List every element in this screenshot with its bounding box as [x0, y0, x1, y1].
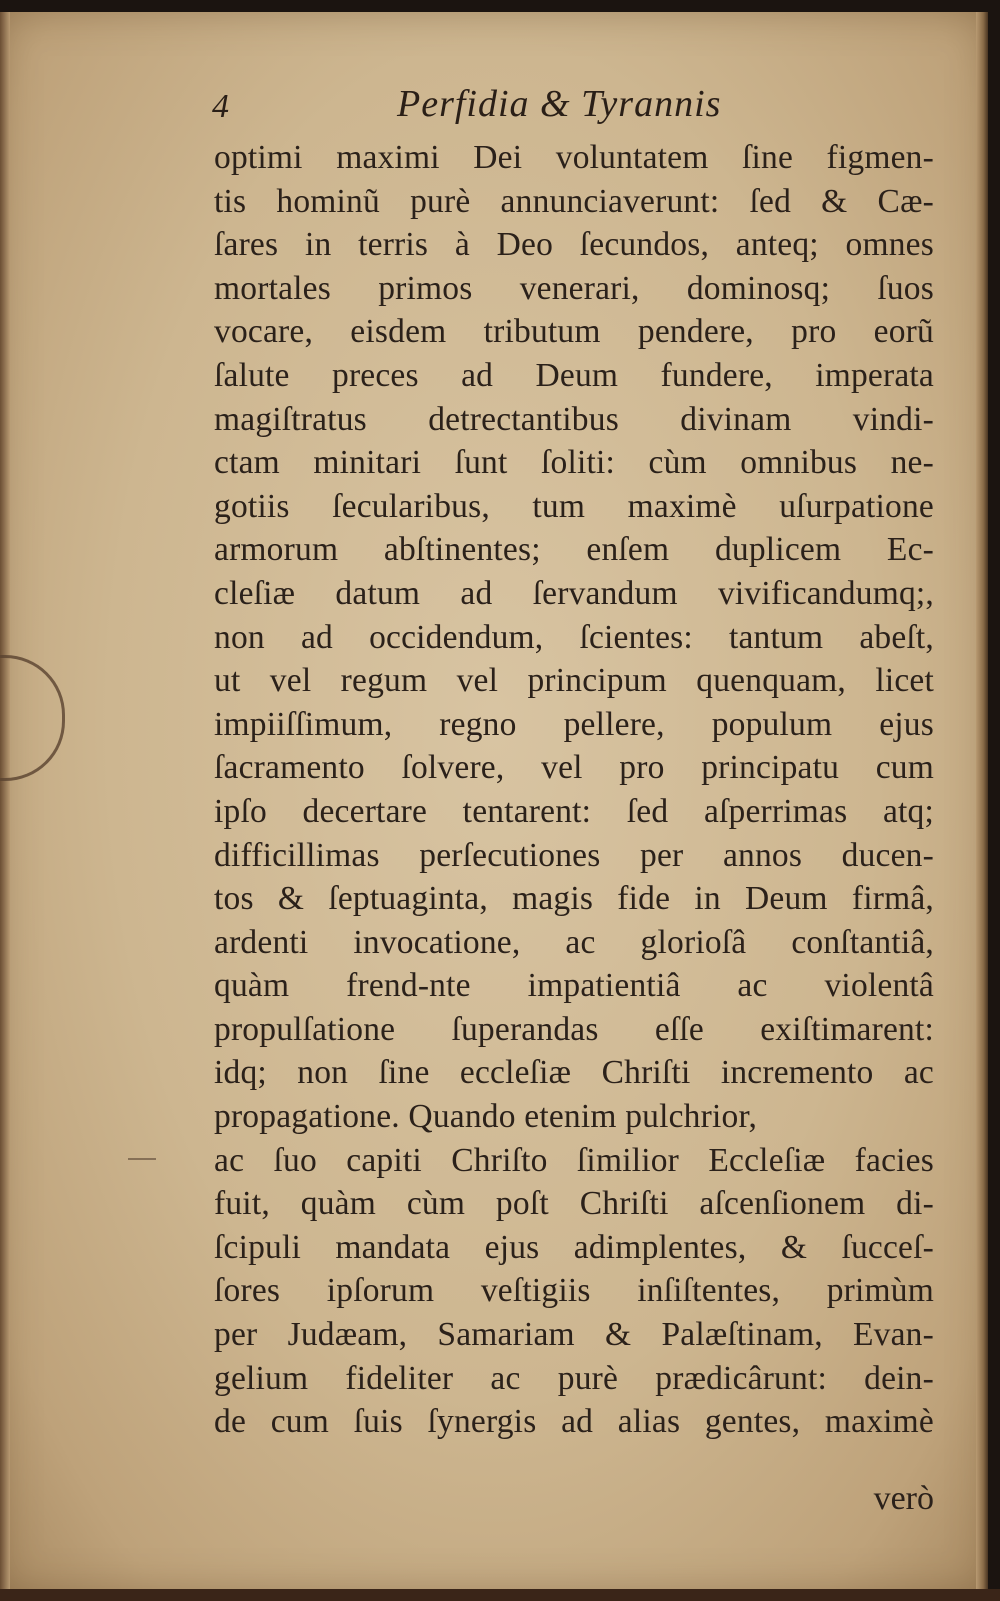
- text-line: ac ſuo capiti Chriſto ſimilior Eccleſiæ facies: [214, 1141, 934, 1179]
- running-title: Perfidia & Tyrannis: [397, 83, 722, 125]
- text-line: mortales primos venerari, dominosq; ſuos: [214, 269, 934, 307]
- text-line: gotiis ſecularibus, tum maximè uſurpatione: [214, 487, 934, 525]
- body-text: [214, 136, 934, 1444]
- margin-mark: [128, 1158, 156, 1160]
- text-line: ſares in terris à Deo ſecundos, anteq; omnes: [214, 226, 934, 264]
- text-line: idq; non ſine eccleſiæ Chriſti incremento ac: [214, 1054, 934, 1092]
- text-line: gelium fideliter ac purè prædicârunt: dein-: [214, 1359, 934, 1397]
- text-line: non ad occidendum, ſcientes: tantum abeſt,: [214, 618, 934, 656]
- text-line: ut vel regum vel principum quenquam, licet: [214, 662, 934, 700]
- text-line: ctam minitari ſunt ſoliti: cùm omnibus ne-: [214, 444, 934, 482]
- text-line: fuit, quàm cùm poſt Chriſti aſcenſionem di-: [214, 1185, 934, 1223]
- text-line: per Judæam, Samariam & Palæſtinam, Evan-: [214, 1316, 934, 1354]
- text-line: quàm frend-nte impatientiâ ac violentâ: [214, 967, 934, 1005]
- binding-edge: [0, 12, 10, 1592]
- text-line: de cum ſuis ſynergis ad alias gentes, maximè: [214, 1403, 934, 1441]
- page-header: [212, 82, 932, 130]
- text-line: ſores ipſorum veſtigiis inſiſtentes, primùm: [214, 1272, 934, 1310]
- text-line: difficillimas perſecutiones per annos ducen-: [214, 836, 934, 874]
- page-number: 4: [212, 88, 229, 125]
- catchword: verò: [873, 1480, 934, 1517]
- text-line: cleſiæ datum ad ſervandum vivificandumq;,: [214, 574, 934, 612]
- text-line: optimi maximi Dei voluntatem ſine figmen-: [214, 139, 934, 176]
- text-line: tos & ſeptuaginta, magis fide in Deum firmâ,: [214, 880, 934, 918]
- scan-bottom-border: [0, 1589, 1000, 1601]
- text-line: ardenti invocatione, ac glorioſâ conſtantiâ,: [214, 923, 934, 961]
- text-line: armorum abſtinentes; enſem duplicem Ec-: [214, 531, 934, 569]
- text-line: ipſo decertare tentarent: ſed aſperrimas atq;: [214, 792, 934, 830]
- text-line: tis hominũ purè annunciaverunt: ſed & Cæ-: [214, 182, 934, 220]
- text-line: propagatione. Quando etenim pulchrior,: [214, 1098, 758, 1136]
- text-line: propulſatione ſuperandas eſſe exiſtimarent:: [214, 1010, 934, 1048]
- text-line: magiſtratus detrectantibus divinam vindi-: [214, 400, 934, 438]
- text-line: impiiſſimum, regno pellere, populum ejus: [214, 705, 934, 743]
- text-line: ſalute preces ad Deum fundere, imperata: [214, 356, 934, 394]
- page-fore-edge: [976, 12, 988, 1592]
- text-line: vocare, eisdem tributum pendere, pro eorũ: [214, 313, 934, 351]
- text-line: ſcipuli mandata ejus adimplentes, & ſucceſ-: [214, 1228, 934, 1266]
- text-line: ſacramento ſolvere, vel pro principatu cum: [214, 749, 934, 787]
